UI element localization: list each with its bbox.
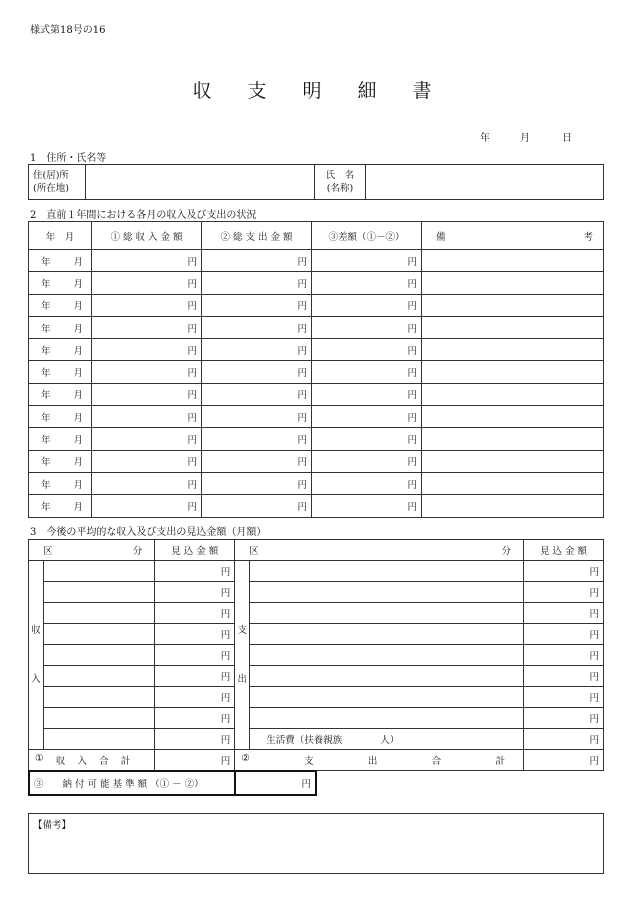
income-item[interactable] <box>44 708 155 729</box>
monthly-row <box>29 339 604 361</box>
diff-cell[interactable]: 円 <box>312 316 422 338</box>
diff-cell[interactable]: 円 <box>312 428 422 450</box>
row-year-label: 年 <box>41 390 51 402</box>
expense-cell[interactable]: 円 <box>202 450 312 472</box>
expense-cell[interactable]: 円 <box>202 250 312 272</box>
expense-item[interactable] <box>250 603 524 624</box>
monthly-row <box>29 495 604 517</box>
section3-heading: 3 今後の平均的な収入及び支出の見込金額（月額） <box>30 527 267 538</box>
expense-cell[interactable]: 円 <box>202 406 312 428</box>
forecast-row <box>29 666 604 687</box>
expense-item[interactable] <box>250 687 524 708</box>
row-year-label: 年 <box>41 256 51 268</box>
address-name-table <box>28 164 604 200</box>
expense-amount[interactable]: 円 <box>524 645 604 666</box>
monthly-row <box>29 316 604 338</box>
name-label-line2: (名称) <box>326 183 354 194</box>
note-cell[interactable] <box>422 450 604 472</box>
forecast-row <box>29 729 604 750</box>
expense-amount[interactable]: 円 <box>524 603 604 624</box>
col-income: ① 総 収 入 金 額 <box>92 222 202 250</box>
income-amount[interactable]: 円 <box>155 687 235 708</box>
row-year-label: 年 <box>41 301 51 313</box>
expense-total-t2: 出 <box>367 756 378 767</box>
note-cell[interactable] <box>422 250 604 272</box>
name-label-line1: 氏 名 <box>325 170 355 181</box>
expense-cell[interactable]: 円 <box>202 495 312 517</box>
income-item[interactable] <box>44 666 155 687</box>
income-vert-2: 入 <box>31 674 41 685</box>
page-title: 収支明細書 <box>192 80 468 102</box>
expense-cell[interactable]: 円 <box>202 383 312 405</box>
income-amount[interactable]: 円 <box>155 561 235 582</box>
income-total-t4: 計 <box>120 756 131 767</box>
row-year-label: 年 <box>41 435 51 447</box>
income-side-label <box>29 561 44 750</box>
row-month-label: 月 <box>73 301 83 313</box>
row-month-label: 月 <box>73 323 83 335</box>
row-month-label: 月 <box>73 345 83 357</box>
remarks-box[interactable] <box>28 813 604 874</box>
col-note-b: 考 <box>583 231 593 243</box>
row-year-label: 年 <box>41 457 51 469</box>
diff-cell[interactable]: 円 <box>312 272 422 294</box>
note-cell[interactable] <box>422 272 604 294</box>
forecast-row <box>29 582 604 603</box>
income-cell[interactable]: 円 <box>92 339 202 361</box>
income-amount[interactable]: 円 <box>155 729 235 750</box>
section1-heading: 1 住所・氏名等 <box>30 153 107 164</box>
monthly-row <box>29 250 604 272</box>
forecast-table <box>28 539 604 771</box>
form-number: 様式第18号の16 <box>30 25 106 36</box>
income-item[interactable] <box>44 561 155 582</box>
expense-total-t1: 支 <box>304 756 314 767</box>
note-cell[interactable] <box>422 495 604 517</box>
income-total-t0: ① <box>35 753 44 764</box>
income-cell[interactable]: 円 <box>92 450 202 472</box>
month-cell[interactable] <box>29 250 92 272</box>
income-cell[interactable]: 円 <box>92 406 202 428</box>
diff-cell[interactable]: 円 <box>312 294 422 316</box>
month-cell[interactable] <box>29 406 92 428</box>
address-label-line2: (所在地) <box>33 183 69 194</box>
income-cell[interactable]: 円 <box>92 383 202 405</box>
note-cell[interactable] <box>422 294 604 316</box>
col-note <box>422 222 604 250</box>
row-month-label: 月 <box>73 278 83 290</box>
expense-item[interactable] <box>250 582 524 603</box>
monthly-row <box>29 361 604 383</box>
diff-cell[interactable]: 円 <box>312 472 422 494</box>
expense-total-t4: 計 <box>495 756 505 767</box>
income-item[interactable] <box>44 603 155 624</box>
monthly-row <box>29 406 604 428</box>
month-cell[interactable] <box>29 316 92 338</box>
row-month-label: 月 <box>73 501 83 513</box>
month-cell[interactable] <box>29 472 92 494</box>
month-cell[interactable] <box>29 495 92 517</box>
income-cell[interactable]: 円 <box>92 361 202 383</box>
expense-total-label <box>235 750 524 771</box>
expense-vert-2: 出 <box>237 674 247 685</box>
income-cell[interactable]: 円 <box>92 250 202 272</box>
income-total-t3: 合 <box>99 756 109 767</box>
income-cell[interactable]: 円 <box>92 472 202 494</box>
basis-table <box>28 770 317 796</box>
note-cell[interactable] <box>422 383 604 405</box>
section2-heading: 2 直前１年間における各月の収入及び支出の状況 <box>30 210 257 221</box>
expense-class-a: 区 <box>249 546 259 557</box>
row-month-label: 月 <box>73 435 83 447</box>
note-cell[interactable] <box>422 406 604 428</box>
row-year-label: 年 <box>41 501 51 513</box>
expense-amount[interactable]: 円 <box>524 687 604 708</box>
row-year-label: 年 <box>41 412 51 424</box>
monthly-row <box>29 294 604 316</box>
expense-vert-1: 支 <box>237 624 247 636</box>
address-label-line1: 住(居)所 <box>33 170 69 181</box>
expense-cell[interactable]: 円 <box>202 361 312 383</box>
expense-cell[interactable]: 円 <box>202 428 312 450</box>
income-cell[interactable]: 円 <box>92 294 202 316</box>
address-field[interactable] <box>86 165 315 200</box>
monthly-table <box>28 221 604 518</box>
forecast-row <box>29 645 604 666</box>
income-cell[interactable]: 円 <box>92 272 202 294</box>
expense-amount-header: 見 込 金 額 <box>524 540 604 561</box>
date-fields <box>480 129 572 144</box>
month-cell[interactable] <box>29 450 92 472</box>
income-total-t2: 入 <box>77 756 87 767</box>
income-amount[interactable]: 円 <box>155 582 235 603</box>
remarks-label: 【備考】 <box>33 820 72 831</box>
date-day-label: 日 <box>562 133 572 144</box>
income-amount[interactable]: 円 <box>155 624 235 645</box>
note-cell[interactable] <box>422 316 604 338</box>
expense-cell[interactable]: 円 <box>202 316 312 338</box>
diff-cell[interactable]: 円 <box>312 250 422 272</box>
income-amount[interactable]: 円 <box>155 645 235 666</box>
expense-amount[interactable]: 円 <box>524 729 604 750</box>
note-cell[interactable] <box>422 428 604 450</box>
income-class-a: 区 <box>43 546 53 557</box>
monthly-row <box>29 472 604 494</box>
expense-amount[interactable]: 円 <box>524 582 604 603</box>
monthly-row <box>29 428 604 450</box>
diff-cell[interactable]: 円 <box>312 406 422 428</box>
income-cell[interactable]: 円 <box>92 316 202 338</box>
col-month: 年 月 <box>29 222 92 250</box>
forecast-row <box>29 603 604 624</box>
expense-class-header <box>235 540 524 561</box>
diff-cell[interactable]: 円 <box>312 383 422 405</box>
expense-cell[interactable]: 円 <box>202 272 312 294</box>
income-total-amount[interactable]: 円 <box>155 750 235 771</box>
expense-amount[interactable]: 円 <box>524 624 604 645</box>
col-expense: ② 総 支 出 金 額 <box>202 222 312 250</box>
expense-amount[interactable]: 円 <box>524 708 604 729</box>
address-label <box>29 165 86 200</box>
expense-cell[interactable]: 円 <box>202 472 312 494</box>
note-cell[interactable] <box>422 339 604 361</box>
monthly-row <box>29 272 604 294</box>
name-field[interactable] <box>366 165 604 200</box>
diff-cell[interactable]: 円 <box>312 361 422 383</box>
month-cell[interactable] <box>29 428 92 450</box>
income-cell[interactable]: 円 <box>92 495 202 517</box>
diff-cell[interactable]: 円 <box>312 339 422 361</box>
living-expense-label: 生活費（扶養親族 人） <box>250 729 524 750</box>
expense-item[interactable] <box>250 624 524 645</box>
income-item[interactable] <box>44 687 155 708</box>
row-year-label: 年 <box>41 479 51 491</box>
income-total-t1: 収 <box>55 756 66 767</box>
income-item[interactable] <box>44 645 155 666</box>
date-year-label: 年 <box>480 133 490 144</box>
expense-amount[interactable]: 円 <box>524 561 604 582</box>
row-year-label: 年 <box>41 278 51 290</box>
month-cell[interactable] <box>29 361 92 383</box>
forecast-row <box>29 687 604 708</box>
income-class-b: 分 <box>132 546 143 557</box>
income-total-label <box>29 750 155 771</box>
basis-amount[interactable]: 円 <box>235 771 316 795</box>
monthly-row <box>29 450 604 472</box>
expense-total-amount[interactable]: 円 <box>524 750 604 771</box>
expense-amount[interactable]: 円 <box>524 666 604 687</box>
monthly-row <box>29 383 604 405</box>
row-year-label: 年 <box>41 323 51 335</box>
income-cell[interactable]: 円 <box>92 428 202 450</box>
basis-label: ③ 納 付 可 能 基 準 額 （① － ②） <box>29 771 235 795</box>
income-amount[interactable]: 円 <box>155 603 235 624</box>
income-item[interactable] <box>44 582 155 603</box>
forecast-row <box>29 561 604 582</box>
income-amount[interactable]: 円 <box>155 666 235 687</box>
expense-item[interactable] <box>250 708 524 729</box>
col-diff: ③差額（①－②） <box>312 222 422 250</box>
expense-class-b: 分 <box>501 546 511 557</box>
month-cell[interactable] <box>29 339 92 361</box>
expense-total-t0: ② <box>241 753 250 764</box>
forecast-row <box>29 708 604 729</box>
diff-cell[interactable]: 円 <box>312 495 422 517</box>
expense-cell[interactable]: 円 <box>202 294 312 316</box>
income-amount-header: 見 込 金 額 <box>155 540 235 561</box>
expense-side-label <box>235 561 250 750</box>
income-item[interactable] <box>44 624 155 645</box>
monthly-rows <box>29 250 604 518</box>
row-month-label: 月 <box>73 412 83 424</box>
name-label <box>315 165 366 200</box>
forecast-row <box>29 624 604 645</box>
income-class-header <box>29 540 155 561</box>
expense-item[interactable] <box>250 645 524 666</box>
income-amount[interactable]: 円 <box>155 708 235 729</box>
row-month-label: 月 <box>73 457 83 469</box>
row-month-label: 月 <box>73 368 83 380</box>
month-cell[interactable] <box>29 383 92 405</box>
month-cell[interactable] <box>29 294 92 316</box>
expense-total-t3: 合 <box>431 756 442 767</box>
col-note-a: 備 <box>436 231 446 243</box>
row-month-label: 月 <box>73 479 83 491</box>
forecast-rows <box>29 561 604 750</box>
note-cell[interactable] <box>422 472 604 494</box>
row-year-label: 年 <box>41 345 51 357</box>
expense-cell[interactable]: 円 <box>202 339 312 361</box>
income-vert-1: 収 <box>31 624 41 636</box>
income-item[interactable] <box>44 729 155 750</box>
row-year-label: 年 <box>41 368 51 380</box>
diff-cell[interactable]: 円 <box>312 450 422 472</box>
expense-item[interactable] <box>250 561 524 582</box>
date-month-label: 月 <box>520 133 530 144</box>
note-cell[interactable] <box>422 361 604 383</box>
expense-item[interactable] <box>250 666 524 687</box>
month-cell[interactable] <box>29 272 92 294</box>
row-month-label: 月 <box>73 256 83 268</box>
row-month-label: 月 <box>73 390 83 402</box>
